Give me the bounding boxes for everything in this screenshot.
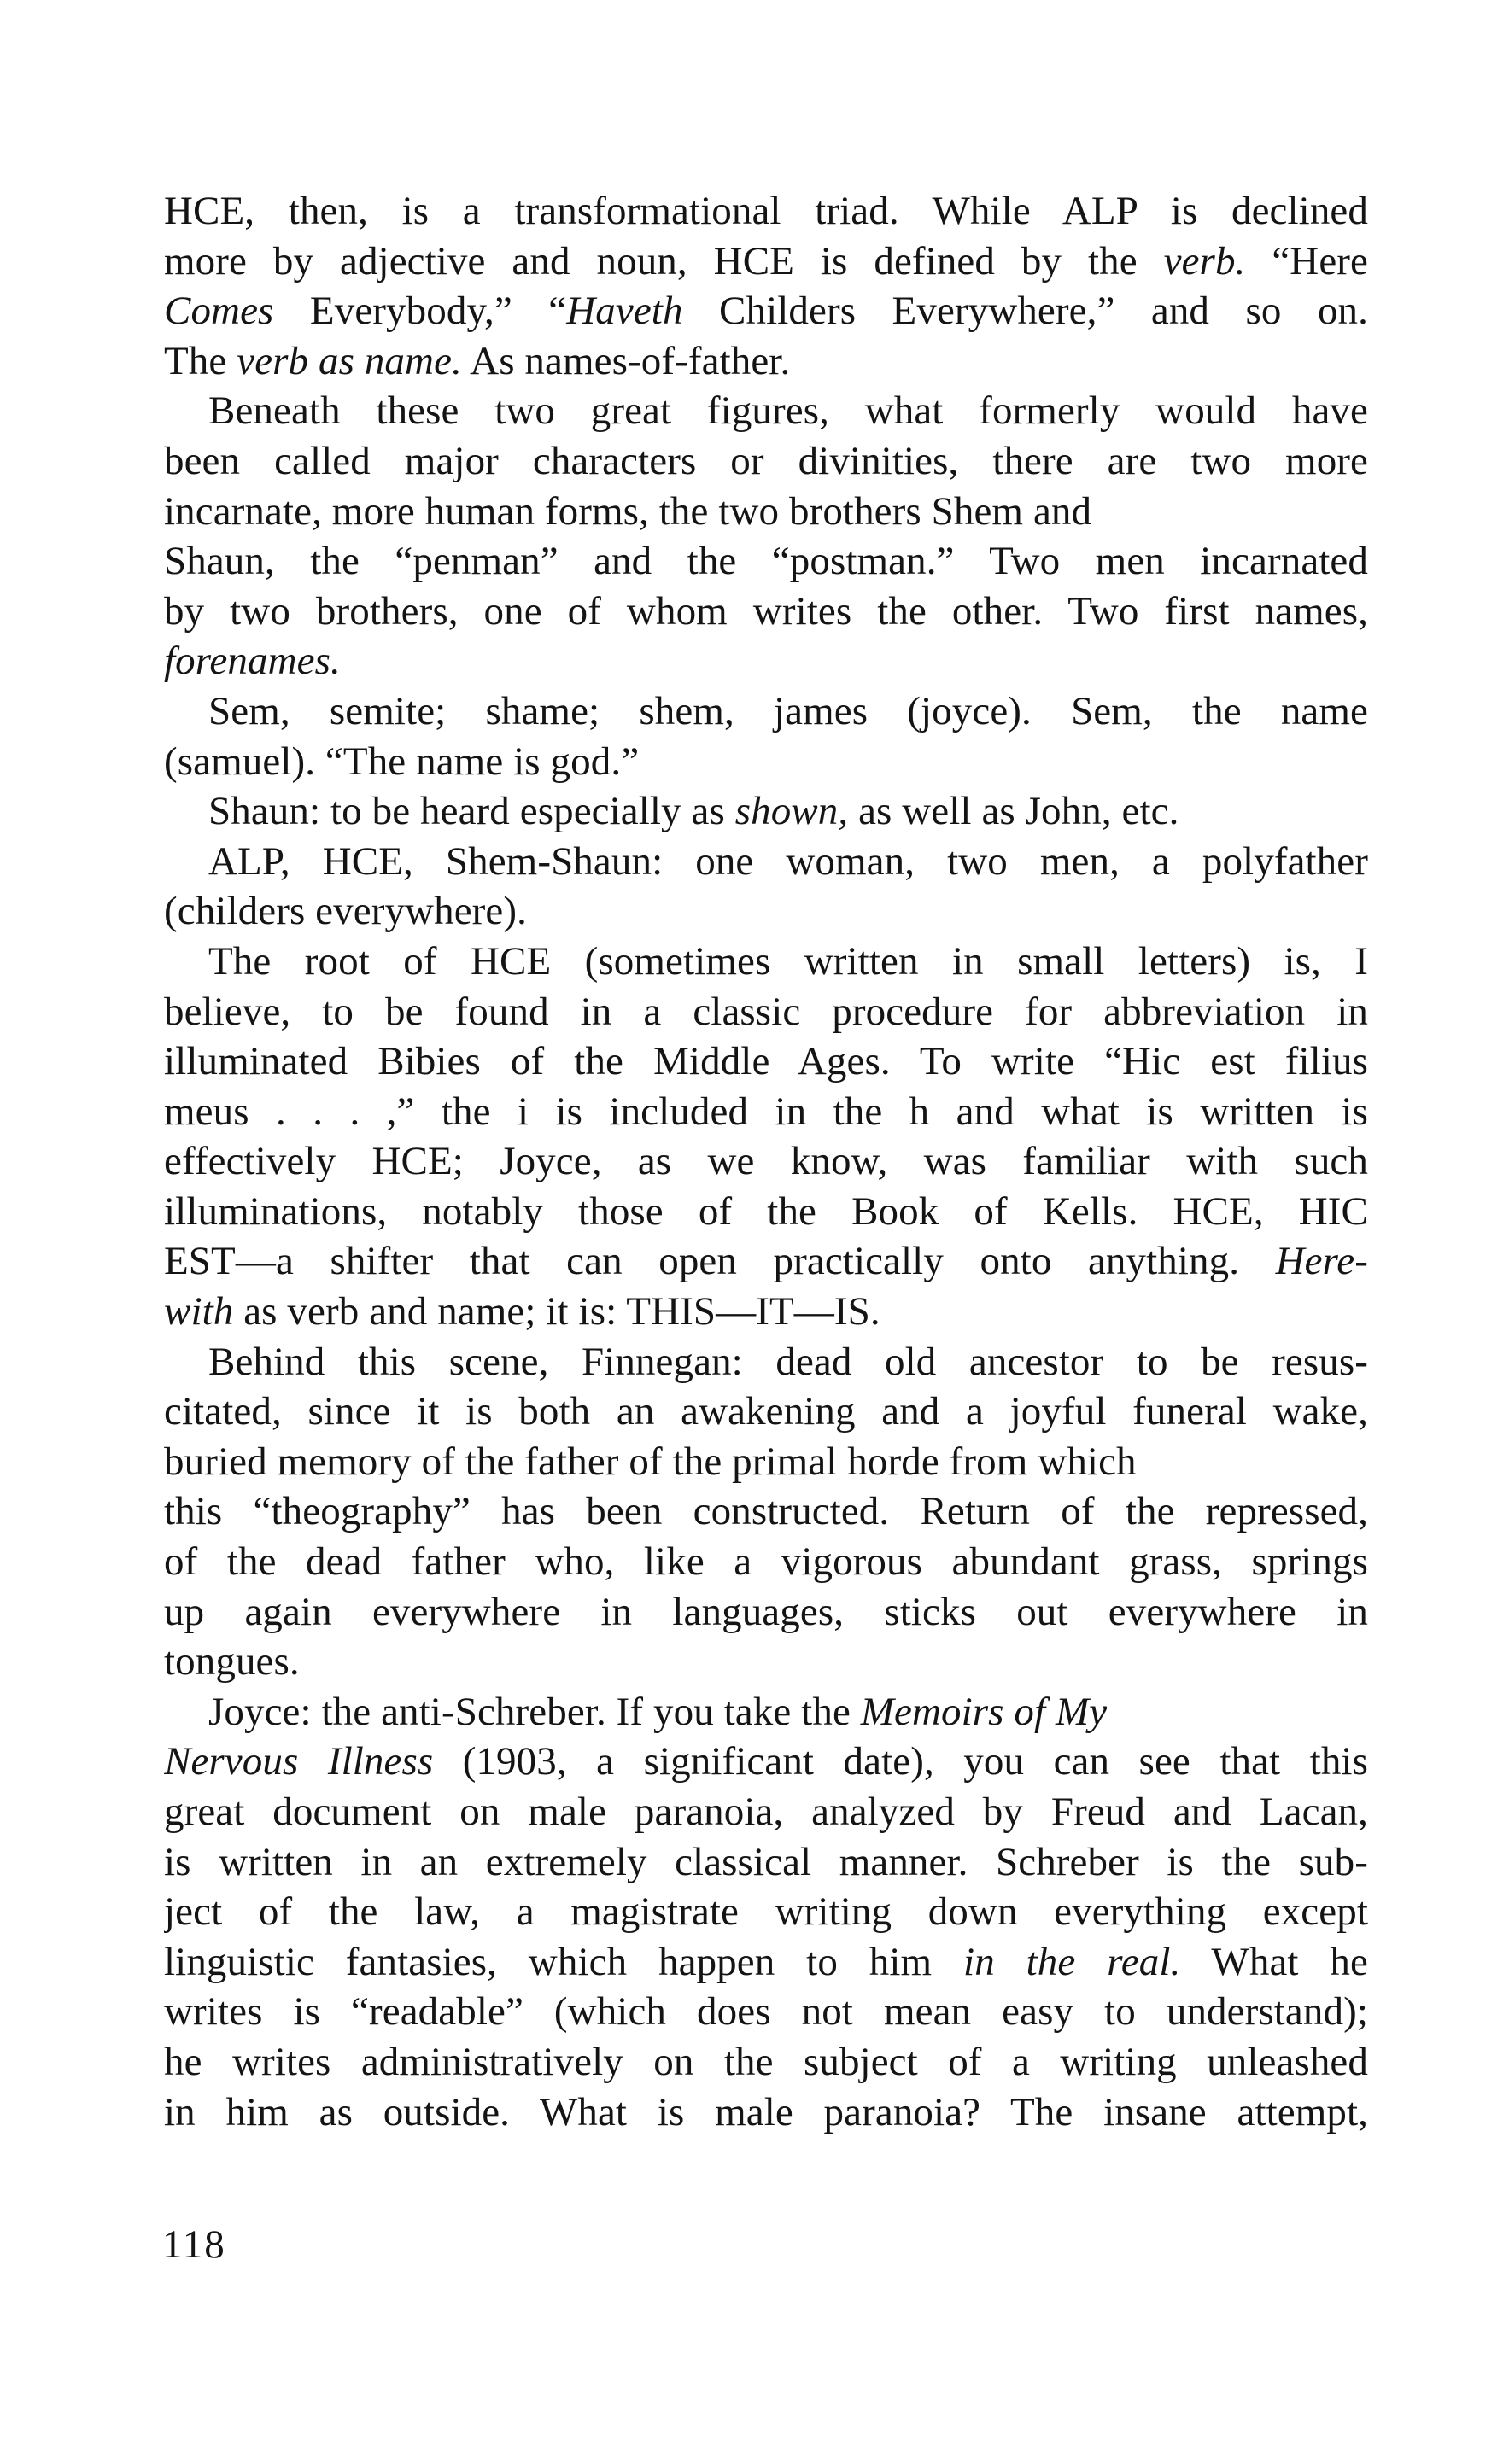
text-segment: Beneath these two great figures, what formerly would have (208, 388, 1368, 434)
text-line (164, 436, 1368, 487)
text-segment: by two brothers, one of whom writes the other. Two first names, (164, 588, 1368, 634)
text-line (164, 1036, 1368, 1087)
text-segment: What he (1180, 1939, 1368, 1984)
text-segment: The (164, 338, 237, 383)
text-segment: writes is “readable” (which does not mean easy to understand); (164, 1989, 1368, 2035)
page-number: 118 (162, 2222, 226, 2267)
text-line (164, 686, 1368, 737)
text-line (164, 1887, 1368, 1937)
italic-text: Nervous Illness (164, 1739, 434, 1784)
text-segment: illuminations, notably those of the Book of Kells. HCE, HIC (164, 1188, 1368, 1234)
italic-text: Haveth (566, 289, 683, 334)
text-segment: been called major characters or divinities, there are two more (164, 438, 1368, 483)
text-line (164, 536, 1368, 587)
text-line (164, 1637, 1368, 1687)
text-segment: Shaun: to be heard especially as (208, 789, 735, 834)
text-line (164, 1837, 1368, 1888)
text-segment: up again everywhere in languages, sticks out everywhere in (164, 1589, 1368, 1634)
italic-text: shown, (734, 789, 849, 834)
text-line (164, 886, 1368, 937)
text-segment: in him as outside. What is male paranoia? The insane attempt, (164, 2089, 1368, 2134)
text-line (164, 487, 1368, 537)
italic-text: with (164, 1289, 234, 1334)
text-segment: incarnate, more human forms, the two brothers Shem and (164, 488, 1092, 534)
text-segment: great document on male paranoia, analyzed by Freud and Lacan, (164, 1790, 1368, 1834)
text-line (164, 1236, 1368, 1287)
text-segment: Childers Everywhere,” and so on. (682, 289, 1368, 334)
text-segment: Everybody,” “ (273, 289, 567, 334)
text-line (164, 737, 1368, 787)
text-line (164, 1337, 1368, 1387)
text-segment: Joyce: the anti-Schreber. If you take the (208, 1689, 861, 1734)
italic-text: in the real. (963, 1939, 1181, 1984)
text-segment: linguistic fantasies, which happen to him (164, 1939, 964, 1984)
text-line (164, 1287, 1368, 1337)
text-segment: illuminated Bibies of the Middle Ages. To write “Hic est filius (164, 1039, 1368, 1084)
italic-text: verb as name. (237, 338, 462, 383)
text-line (164, 1587, 1368, 1638)
text-segment: The root of HCE (sometimes written in small letters) is, I (208, 938, 1368, 984)
text-line (164, 336, 1368, 387)
text-line (164, 1486, 1368, 1537)
text-segment: as well as John, etc. (848, 789, 1179, 834)
text-segment: (childers everywhere). (164, 889, 527, 934)
text-segment: citated, since it is both an awakening and a joyful funeral wake, (164, 1389, 1368, 1434)
text-segment: as verb and name; it is: THIS—IT—IS. (233, 1289, 880, 1334)
text-segment: buried memory of the father of the primal horde from which (164, 1439, 1137, 1484)
text-line (164, 1987, 1368, 2037)
text-segment: of the dead father who, like a vigorous abundant grass, springs (164, 1539, 1368, 1585)
text-line (164, 1937, 1368, 1988)
text-segment: EST—a shifter that can open practically onto anything. (164, 1239, 1276, 1284)
text-segment: this “theography” has been constructed. Return of the repressed, (164, 1489, 1368, 1534)
text-line (164, 1187, 1368, 1237)
text-segment: (1903, a significant date), you can see that this (433, 1739, 1368, 1784)
text-segment: ALP, HCE, Shem-Shaun: one woman, two men, a polyfather (208, 838, 1368, 884)
italic-text: Here- (1275, 1239, 1368, 1284)
text-segment: effectively HCE; Joyce, as we know, was familiar with such (164, 1139, 1368, 1184)
text-segment: “Here (1245, 238, 1368, 283)
text-line (164, 837, 1368, 887)
text-segment: tongues. (164, 1639, 300, 1685)
text-line (164, 186, 1368, 236)
text-line (164, 2037, 1368, 2087)
text-segment: Shaun, the “penman” and the “postman.” Two men incarnated (164, 539, 1368, 584)
text-line (164, 236, 1368, 287)
text-line (164, 937, 1368, 987)
text-segment: he writes administratively on the subject of a writing unleashed (164, 2039, 1368, 2084)
text-line (164, 386, 1368, 436)
text-line (164, 1737, 1368, 1787)
text-line (164, 1087, 1368, 1137)
text-line (164, 1537, 1368, 1587)
text-segment: ject of the law, a magistrate writing down everything except (164, 1889, 1368, 1935)
text-segment: Sem, semite; shame; shem, james (joyce). Sem, the name (208, 688, 1368, 733)
italic-text: Comes (164, 289, 274, 334)
text-line (164, 1437, 1368, 1487)
text-line (164, 1687, 1368, 1737)
text-segment: HCE, then, is a transformational triad. While ALP is declined (164, 189, 1368, 233)
text-line (164, 2087, 1368, 2138)
text-line (164, 1787, 1368, 1837)
text-segment: As names-of-father. (461, 338, 791, 383)
text-segment: believe, to be found in a classic procedure for abbreviation in (164, 989, 1368, 1034)
text-line (164, 636, 1368, 686)
text-line (164, 587, 1368, 637)
text-segment: Behind this scene, Finnegan: dead old ancestor to be resus- (208, 1339, 1368, 1384)
italic-text: forenames. (164, 639, 341, 684)
italic-text: Memoirs of My (860, 1689, 1108, 1734)
text-segment: is written in an extremely classical manner. Schreber is the sub- (164, 1839, 1368, 1884)
text-line (164, 286, 1368, 336)
text-line (164, 1136, 1368, 1187)
italic-text: verb. (1163, 238, 1246, 283)
text-segment: more by adjective and noun, HCE is defined by the (164, 238, 1164, 283)
text-line (164, 786, 1368, 837)
text-line (164, 1387, 1368, 1437)
text-line (164, 987, 1368, 1037)
body-text (164, 186, 1368, 2137)
text-segment: (samuel). “The name is god.” (164, 739, 640, 784)
text-segment: meus . . . ,” the i is included in the h and what is written is (164, 1089, 1368, 1134)
